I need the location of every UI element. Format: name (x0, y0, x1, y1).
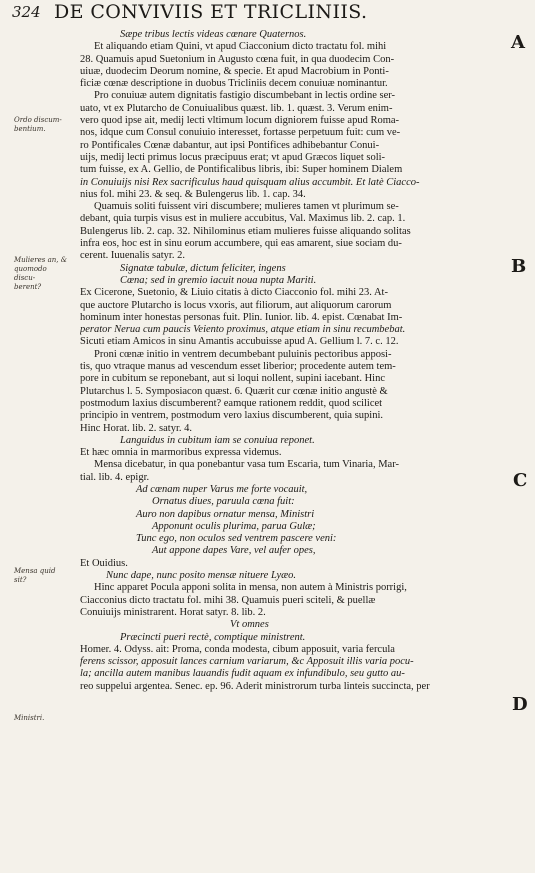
text-line: uiuæ, duodecim Deorum nomine, & specie. Et apud Macrobium in Ponti- (80, 65, 389, 77)
running-title: DE CONVIVIIS ET TRICLINIIS. (54, 1, 368, 23)
text-line: que auctore Plutarcho is locus vxoris, aut filiorum, aut aliquorum carorum (80, 299, 392, 311)
text-line: Pro conuiuæ autem dignitatis fastigio discumbebant in lectis ordine ser- (94, 90, 396, 102)
text-line: uijs, medij lecti primus locus præcipuus erat; vt apud Græcos liquet soli- (80, 151, 386, 163)
text-line: Plutarchus l. 5. Symposiacon quæst. 6. Quærit cur cœnæ initio angustè & (80, 385, 388, 397)
verse-line: Tunc ego, non oculos sed ventrem pascere veni: (136, 533, 337, 545)
text-line: perator Nerua cum paucis Veiento proximus, atque etiam in sinu recumbebat. (80, 324, 406, 336)
text-line: ro Pontificales Cœnæ dabantur, aut ipsi Pontifices adhibebantur Conui- (80, 139, 380, 151)
text-line: Ex Cicerone, Suetonio, & Liuio citatis à dicto Ciacconio fol. mihi 23. At- (80, 287, 388, 299)
text-line: la; ancilla autem manibus lauandis fudit aquam ex infundibulo, seu gutto au- (80, 668, 405, 680)
text-line: uato, vt ex Plutarcho de Conuiualibus quæst. lib. 1. quæst. 3. Verum enim- (80, 102, 393, 114)
text-line: nius fol. mihi 23. & seq. & Bulengerus lib. 1. cap. 34. (80, 188, 306, 200)
text-line: tis, quo vtraque manus ad vescendum esset liberior; procedente autem tem- (80, 361, 396, 373)
margin-note-mensa: Mensa quid sit? (14, 567, 56, 584)
verse-line: Aut appone dapes Vare, vel aufer opes, (152, 545, 316, 557)
text-line: Sicuti etiam Amicos in sinu Amantis accubuisse apud A. Gellium l. 7. c. 12. (80, 336, 399, 348)
body-text (80, 29, 502, 693)
text-line: postmodum laxius discumberent? eamque rationem reddit, quod scilicet (80, 397, 383, 409)
running-head (12, 3, 492, 27)
margin-letter-b: B (511, 256, 527, 277)
page-number: 324 (12, 3, 41, 21)
text-line: in Conuiuijs nisi Rex sacrificulus haud quisquam alius accumbit. Et latè Ciacco- (80, 176, 420, 188)
margin-note-ordo: Ordo discum- bentium. (14, 116, 62, 133)
verse-line: Languidus in cubitum iam se conuiua reponet. (120, 434, 315, 446)
text-line: cerent. Iuuenalis satyr. 2. (80, 250, 185, 262)
text-line: Conuiuijs ministrarent. Horat satyr. 8. lib. 2. (80, 606, 266, 618)
text-line: hominum inter honestas personas fuit. Plin. Iunior. lib. 4. epist. Cœnabat Im- (80, 311, 403, 323)
verse-line: Ornatus diues, paruula cœna fuit: (152, 496, 295, 508)
margin-letter-a: A (511, 32, 525, 53)
text-line: debant, quia turpis visus est in muliere accubitus, Val. Maximus lib. 2. cap. 1. (80, 213, 406, 225)
text-line: Et aliquando etiam Quini, vt apud Ciacconium dicto tractatu fol. mihi (94, 41, 387, 53)
verse-line: Auro non dapibus ornatur mensa, Ministri (136, 508, 315, 520)
text-line: infra eos, hoc est in sinu eorum accumbere, qui eas amarent, siue sociam du- (80, 238, 402, 250)
margin-note-ministri: Ministri. (14, 714, 45, 722)
text-line: Homer. 4. Odyss. ait: Proma, conda modesta, cibum apposuit, varia fercula (80, 643, 395, 655)
verse-line: Nunc dape, nunc posito mensæ nituere Lyæo. (106, 570, 297, 582)
text-line: Et Ouidius. (80, 557, 128, 569)
verse-line: Ad cœnam nuper Varus me forte vocauit, (136, 483, 308, 495)
verse-line: Signatæ tabulæ, dictum feliciter, ingens (120, 262, 286, 274)
verse-line: Apponunt oculis plurima, parua Gulæ; (152, 520, 316, 532)
verse-line: Præcincti pueri rectè, comptique ministrent. (120, 631, 306, 643)
text-line: ficiæ cœnæ descriptione in duobus Tricliniis decem conuiuæ nominantur. (80, 78, 388, 90)
verse-line: Vt omnes (230, 619, 269, 631)
text-line: Bulengerus lib. 2. cap. 32. Nihilominus etiam mulieres fuisse aliquando solitas (80, 225, 411, 237)
margin-letter-c: C (513, 470, 528, 491)
text-line: principio in ventrem, postmodum vero laxius discumberent, quia supini. (80, 410, 383, 422)
margin-letter-d: D (512, 694, 528, 715)
text-line: Hinc Horat. lib. 2. satyr. 4. (80, 422, 192, 434)
text-line: reo suppelui argentea. Senec. ep. 96. Aderit ministrorum turba linteis succincta, per (80, 680, 430, 692)
text-line: Mensa dicebatur, in qua ponebantur vasa tum Escaria, tum Vinaria, Mar- (94, 459, 399, 471)
text-line: pore in cubitum se reponebant, aut si loqui nollent, supini iacebant. Hinc (80, 373, 386, 385)
text-line: nos, idque cum Consul conuiuio interesset, fortasse perpetuum fuit: cum ve- (80, 127, 401, 139)
text-line: vero quod ipse ait, medij lecti vltimum locum digniorem fuisse apud Roma- (80, 115, 400, 127)
text-line: Hinc apparet Pocula apponi solita in mensa, non autem à Ministris porrigi, (94, 582, 407, 594)
verse-line: Sæpe tribus lectis videas cœnare Quaternos. (120, 29, 307, 40)
text-line: 28. Quamuis apud Suetonium in Augusto cœna fuit, in qua duodecim Con- (80, 53, 395, 65)
verse-line: Cœna; sed in gremio iacuit noua nupta Mariti. (120, 274, 317, 286)
text-line: Et hæc omnia in marmoribus expressa videmus. (80, 447, 282, 459)
text-line: Ciacconius dicto tractatu fol. mihi 38. Quamuis pueri sciteli, & puellæ (80, 594, 376, 606)
margin-note-mulieres: Mulieres an, & quomodo discu- berent? (14, 256, 67, 291)
text-line: tial. lib. 4. epigr. (80, 471, 150, 483)
text-line: Quamuis soliti fuissent viri discumbere; mulieres tamen vt plurimum se- (94, 201, 399, 213)
text-line: ferens scissor, apposuit lances carnium variarum, &c Apposuit illis varia pocu- (80, 656, 414, 668)
text-line: tum fuisse, ex A. Gellio, de Pontificalibus libris, ibi: Super hominem Dialem (80, 164, 403, 176)
text-line: Proni cœnæ initio in ventrem decumbebant puluinis pectoribus apposi- (94, 348, 392, 360)
